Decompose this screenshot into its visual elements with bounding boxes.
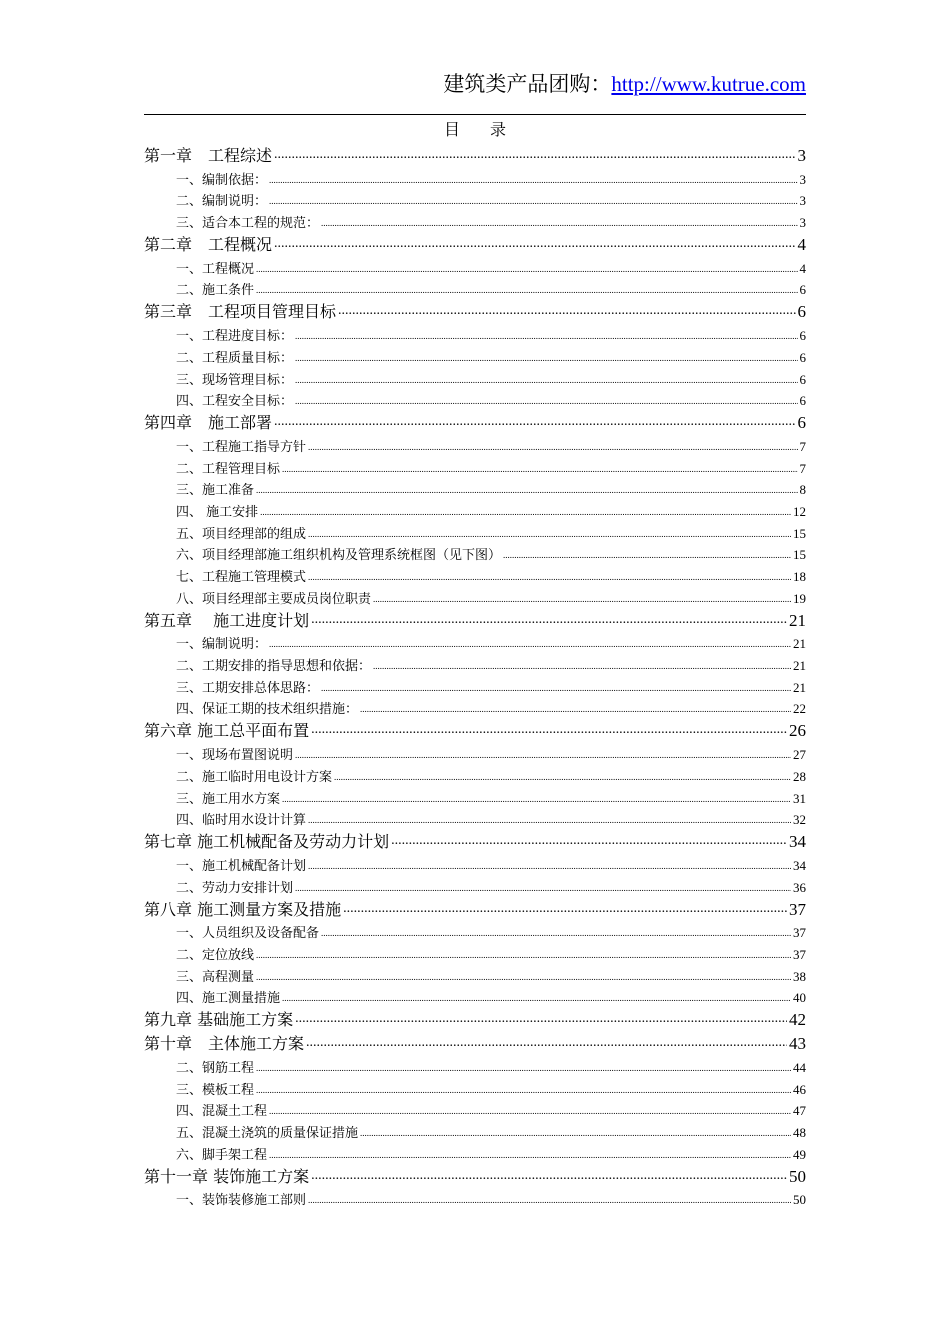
toc-section-entry[interactable] [144,322,806,344]
toc-entry-page: 49 [793,1146,806,1162]
toc-entry-page: 21 [793,636,806,652]
toc-dot-leader [360,704,791,714]
toc-entry-label: 一、工程进度目标： [176,329,294,345]
toc-entry-label: 第九章 基础施工方案 [144,1010,294,1030]
toc-section-entry[interactable] [144,1054,806,1076]
toc-section-entry[interactable] [144,188,806,210]
toc-dot-leader [282,464,797,474]
toc-entry-label: 一、工程概况 [176,261,255,277]
toc-entry-label: 三、现场管理目标： [176,372,294,388]
toc-dot-leader [295,750,791,760]
toc-section-entry[interactable] [144,852,806,874]
toc-dot-leader [308,572,791,582]
toc-dot-leader [256,950,791,960]
toc-entry-page: 4 [799,260,806,276]
toc-section-entry[interactable] [144,1187,806,1209]
toc-entry-page: 50 [789,1166,806,1186]
toc-entry-page: 50 [793,1192,806,1208]
toc-section-entry[interactable] [144,166,806,188]
toc-entry-page: 21 [793,679,806,695]
toc-entry-label: 三、施工用水方案 [176,791,281,807]
toc-entry-label: 一、施工机械配备计划 [176,858,307,874]
toc-entry-label: 第十章 主体施工方案 [144,1034,305,1054]
toc-entry-page: 31 [793,790,806,806]
toc-entry-page: 6 [799,328,806,344]
toc-entry-page: 22 [793,701,806,717]
toc-entry-label: 第三章 工程项目管理目标 [144,302,337,322]
toc-dot-leader [295,396,797,406]
toc-chapter-entry[interactable] [144,896,806,920]
toc-dot-leader [282,993,791,1003]
toc-dot-leader [256,972,791,982]
toc-dot-leader [360,1128,791,1138]
toc-entry-label: 第八章 施工测量方案及措施 [144,899,342,919]
toc-entry-label: 二、定位放线 [176,947,255,963]
toc-entry-label: 第四章 施工部署 [144,413,273,433]
toc-entry-page: 8 [799,482,806,498]
toc-entry-page: 19 [793,590,806,606]
toc-entry-page: 37 [789,899,806,919]
toc-entry-page: 37 [793,946,806,962]
toc-dot-leader [308,815,791,825]
toc-section-entry[interactable] [144,985,806,1007]
toc-entry-label: 五、项目经理部的组成 [176,526,307,542]
toc-entry-label: 三、模板工程 [176,1082,255,1098]
toc-dot-leader [373,594,791,604]
toc-section-entry[interactable] [144,941,806,963]
toc-entry-label: 第六章 施工总平面布置 [144,721,310,741]
toc-entry-page: 40 [793,990,806,1006]
toc-entry-page: 15 [793,525,806,541]
toc-section-entry[interactable] [144,520,806,542]
toc-section-entry[interactable] [144,498,806,520]
toc-dot-leader [373,661,791,671]
toc-dot-leader [311,612,787,628]
toc-entry-page: 6 [799,371,806,387]
header-divider [144,114,806,115]
toc-dot-leader [274,147,795,163]
toc-chapter-entry[interactable] [144,142,806,166]
toc-entry-label: 二、编制说明： [176,194,268,210]
toc-dot-leader [311,1168,787,1184]
toc-entry-page: 28 [793,768,806,784]
toc-entry-label: 一、装饰装修施工部则 [176,1193,307,1209]
toc-dot-leader [256,1085,791,1095]
toc-entry-page: 21 [793,658,806,674]
toc-entry-page: 6 [799,282,806,298]
toc-section-entry[interactable] [144,433,806,455]
toc-entry-page: 7 [799,460,806,476]
toc-entry-page: 34 [789,832,806,852]
toc-entry-page: 37 [793,925,806,941]
toc-entry-page: 32 [793,812,806,828]
toc-entry-page: 3 [797,146,806,165]
toc-section-entry[interactable] [144,920,806,942]
toc-entry-page: 42 [789,1010,806,1030]
toc-entry-label: 三、适合本工程的规范： [176,216,320,232]
toc-section-entry[interactable] [144,209,806,231]
toc-entry-label: 二、工程管理目标 [176,461,281,477]
toc-dot-leader [256,285,797,295]
toc-entry-page: 38 [793,968,806,984]
toc-entry-label: 一、人员组织及设备配备 [176,926,320,942]
toc-dot-leader [282,794,791,804]
toc-section-entry[interactable] [144,1119,806,1141]
toc-entry-label: 一、现场布置图说明 [176,748,294,764]
toc-entry-label: 二、钢筋工程 [176,1061,255,1076]
toc-section-entry[interactable] [144,542,806,564]
toc-entry-label: 八、项目经理部主要成员岗位职责 [176,591,372,607]
toc-section-entry[interactable] [144,741,806,763]
toc-dot-leader [269,1150,791,1160]
toc-title: 目录 [443,120,536,139]
toc-dot-leader [321,928,791,938]
toc-section-entry[interactable] [144,631,806,653]
toc-dot-leader [269,1106,791,1116]
toc-dot-leader [334,772,791,782]
toc-section-entry[interactable] [144,255,806,277]
toc-entry-label: 第一章 工程综述 [144,146,273,165]
toc-section-entry[interactable] [144,807,806,829]
toc-entry-label: 四、临时用水设计计算 [176,813,307,829]
toc-section-entry[interactable] [144,388,806,410]
toc-entry-label: 六、项目经理部施工组织机构及管理系统框图（见下图） [176,548,502,564]
toc-section-entry[interactable] [144,785,806,807]
toc-entry-label: 四、 施工安排 [176,504,259,520]
toc-section-entry[interactable] [144,277,806,299]
toc-section-entry[interactable] [144,963,806,985]
header-prefix: 建筑类产品团购： [443,72,612,96]
toc-dot-leader [295,883,791,893]
toc-entry-page: 26 [789,721,806,741]
toc-entry-page: 27 [793,747,806,763]
toc-dot-leader [338,303,795,319]
toc-chapter-entry[interactable] [144,717,806,741]
toc-dot-leader [256,485,797,495]
toc-entry-label: 六、脚手架工程 [176,1147,268,1163]
toc-entry-label: 三、工期安排总体思路： [176,680,320,696]
toc-entry-page: 12 [793,503,806,519]
toc-entry-page: 21 [789,610,806,630]
toc-dot-leader [269,175,797,185]
toc-section-entry[interactable] [144,563,806,585]
toc-entry-page: 18 [793,569,806,584]
toc-section-entry[interactable] [144,763,806,785]
toc-section-entry[interactable] [144,1076,806,1098]
toc-dot-leader [321,683,791,693]
toc-section-entry[interactable] [144,1141,806,1163]
toc-entry-page: 6 [797,302,806,322]
toc-dot-leader [321,218,797,228]
toc-dot-leader [391,833,787,849]
toc-dot-leader [269,639,791,649]
header-link[interactable]: http://www.kutrue.com [611,72,806,96]
toc-chapter-entry[interactable] [144,298,806,322]
toc-entry-page: 47 [793,1103,806,1119]
toc-entry-label: 三、施工准备 [176,483,255,499]
toc-entry-label: 二、施工临时用电设计方案 [176,769,333,785]
toc-entry-label: 第五章 施工进度计划 [144,610,310,630]
toc-entry-label: 一、编制依据： [176,172,268,188]
toc-chapter-entry[interactable] [144,1006,806,1030]
toc-entry-label: 一、工程施工指导方针 [176,439,307,455]
toc-chapter-entry[interactable] [144,409,806,433]
toc-chapter-entry[interactable] [144,828,806,852]
toc-entry-page: 34 [793,857,806,873]
toc-entry-page: 43 [789,1034,806,1054]
toc-section-entry[interactable] [144,1098,806,1120]
toc-entry-page: 6 [799,349,806,365]
toc-chapter-entry[interactable] [144,1030,806,1054]
toc-entry-label: 第十一章 装饰施工方案 [144,1166,310,1186]
page-header [443,68,806,98]
toc-dot-leader [308,1195,791,1205]
toc-entry-page: 48 [793,1125,806,1141]
toc-entry-label: 二、劳动力安排计划 [176,880,294,896]
toc-dot-leader [295,353,797,363]
toc-dot-leader [274,414,795,430]
toc-dot-leader [306,1035,787,1051]
toc-entry-label: 二、工期安排的指导思想和依据： [176,659,372,675]
toc-entry-label: 一、编制说明： [176,637,268,653]
toc-dot-leader [311,722,787,738]
toc-entry-page: 36 [793,879,806,895]
toc-entry-label: 二、工程质量目标： [176,350,294,366]
toc-dot-leader [269,196,797,206]
toc-entry-label: 四、工程安全目标： [176,394,294,410]
toc-dot-leader [343,901,787,917]
toc-entry-page: 3 [799,215,806,231]
toc-entry-label: 四、施工测量措施 [176,991,281,1007]
toc-entry-page: 6 [799,393,806,409]
toc-dot-leader [256,1063,791,1073]
toc-entry-page: 4 [797,235,806,255]
table-of-contents [144,142,806,1208]
toc-entry-label: 二、施工条件 [176,283,255,299]
toc-dot-leader [295,375,797,385]
toc-section-entry[interactable] [144,477,806,499]
toc-dot-leader [295,1011,787,1027]
toc-dot-leader [308,442,797,452]
toc-dot-leader [274,236,795,252]
toc-entry-label: 五、混凝土浇筑的质量保证措施 [176,1126,359,1142]
toc-chapter-entry[interactable] [144,1163,806,1187]
toc-entry-page: 15 [793,547,806,563]
toc-section-entry[interactable] [144,585,806,607]
toc-entry-label: 七、工程施工管理模式 [176,570,307,585]
toc-entry-label: 第七章 施工机械配备及劳动力计划 [144,832,390,852]
toc-section-entry[interactable] [144,674,806,696]
toc-section-entry[interactable] [144,696,806,718]
toc-entry-page: 3 [799,193,806,209]
toc-entry-page: 3 [799,171,806,187]
toc-dot-leader [256,264,797,274]
toc-entry-label: 四、保证工期的技术组织措施： [176,702,359,718]
toc-section-entry[interactable] [144,344,806,366]
toc-dot-leader [295,331,797,341]
toc-chapter-entry[interactable] [144,607,806,631]
toc-dot-leader [503,550,791,560]
toc-dot-leader [308,861,791,871]
toc-section-entry[interactable] [144,366,806,388]
toc-section-entry[interactable] [144,874,806,896]
toc-entry-page: 46 [793,1081,806,1097]
toc-dot-leader [308,529,791,539]
toc-entry-page: 44 [793,1060,806,1075]
toc-entry-label: 四、混凝土工程 [176,1104,268,1120]
toc-entry-page: 6 [797,413,806,433]
toc-entry-label: 第二章 工程概况 [144,235,273,255]
toc-entry-page: 7 [799,438,806,454]
toc-section-entry[interactable] [144,652,806,674]
toc-chapter-entry[interactable] [144,231,806,255]
toc-entry-label: 三、高程测量 [176,969,255,985]
toc-dot-leader [260,507,791,517]
toc-section-entry[interactable] [144,455,806,477]
